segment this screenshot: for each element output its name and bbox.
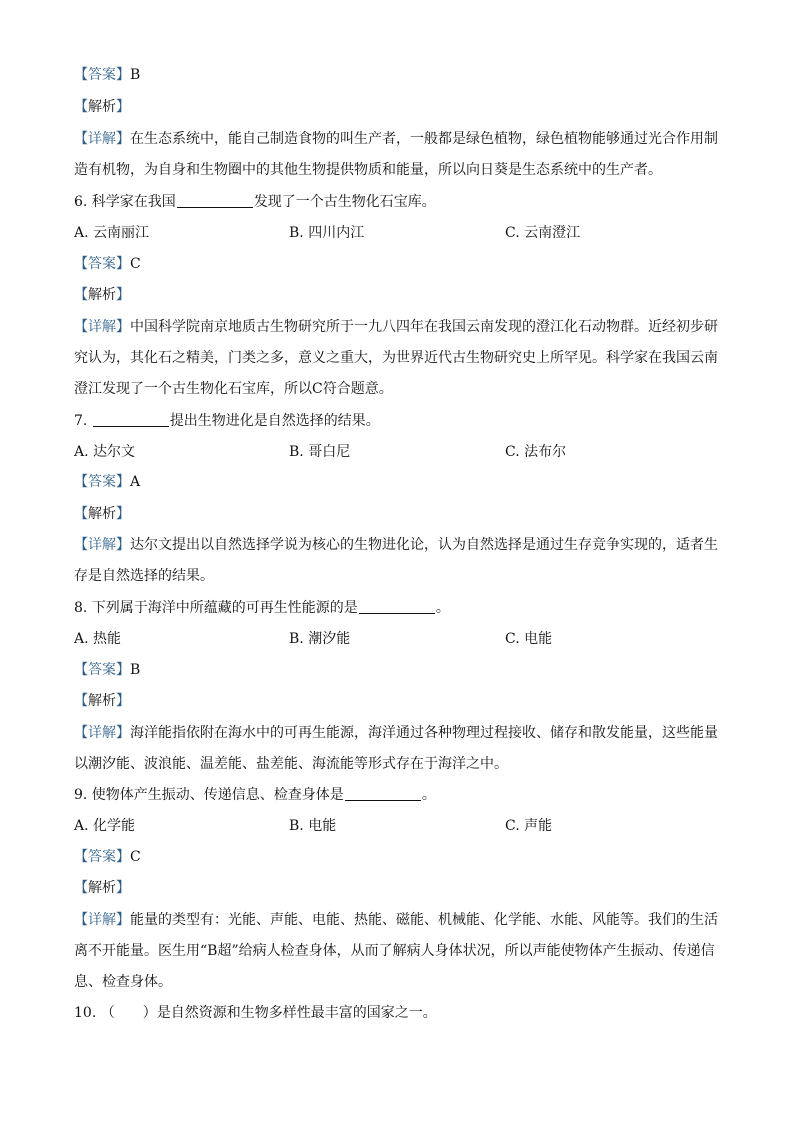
detail-label: 【详解】 bbox=[74, 319, 130, 335]
detail-line: 澄江发现了一个古生物化石宝库，所以C符合题意。 bbox=[74, 381, 393, 397]
analysis-heading: 【解析】 bbox=[74, 99, 130, 115]
detail-line: 存是自然选择的结果。 bbox=[74, 568, 214, 584]
analysis-heading: 【解析】 bbox=[74, 287, 130, 303]
answer-value: C bbox=[130, 849, 141, 865]
answer-label: 【答案】 bbox=[74, 256, 130, 272]
detail-line: 【详解】达尔文提出以自然选择学说为核心的生物进化论，认为自然选择是通过生存竞争实现的，适者生 bbox=[74, 537, 718, 553]
answer-line bbox=[74, 472, 734, 492]
answer-line bbox=[74, 660, 734, 680]
option-b: B. 电能 bbox=[289, 818, 337, 834]
detail-label: 【详解】 bbox=[74, 537, 130, 553]
analysis-heading: 【解析】 bbox=[74, 506, 130, 522]
answer-label: 【答案】 bbox=[74, 474, 130, 490]
answer-blank bbox=[93, 412, 169, 427]
answer-value: B bbox=[130, 67, 141, 83]
question-10: 10. （ ）是自然资源和生物多样性最丰富的国家之一。 bbox=[74, 1005, 437, 1021]
question-9: 9. 使物体产生振动、传递信息、检查身体是 。 bbox=[74, 787, 436, 803]
option-a: A. 达尔文 bbox=[74, 444, 136, 460]
analysis-heading: 【解析】 bbox=[74, 880, 130, 896]
answer-value: A bbox=[130, 474, 141, 490]
question-6: 6. 科学家在我国 发现了一个古生物化石宝库。 bbox=[74, 194, 436, 210]
answer-blank bbox=[177, 193, 253, 208]
answer-line bbox=[74, 65, 734, 85]
detail-line: 造有机物，为自身和生物圈中的其他生物提供物质和能量，所以向日葵是生态系统中的生产者。 bbox=[74, 162, 662, 178]
detail-line: 【详解】能量的类型有：光能、声能、电能、热能、磁能、机械能、化学能、水能、风能等。我们的生活 bbox=[74, 912, 718, 928]
answer-value: C bbox=[130, 256, 141, 272]
option-b: B. 潮汐能 bbox=[289, 631, 351, 647]
detail-label: 【详解】 bbox=[74, 131, 130, 147]
detail-line: 【详解】海洋能指依附在海水中的可再生能源，海洋通过各种物理过程接收、储存和散发能量，这些能量 bbox=[74, 725, 718, 741]
answer-value: B bbox=[130, 662, 141, 678]
answer-line bbox=[74, 847, 734, 867]
answer-label: 【答案】 bbox=[74, 849, 130, 865]
option-b: B. 四川内江 bbox=[289, 225, 365, 241]
detail-label: 【详解】 bbox=[74, 912, 130, 928]
option-c: C. 云南澄江 bbox=[505, 225, 581, 241]
option-a: A. 化学能 bbox=[74, 818, 136, 834]
option-c: C. 电能 bbox=[505, 631, 553, 647]
detail-line: 以潮汐能、波浪能、温差能、盐差能、海流能等形式存在于海洋之中。 bbox=[74, 756, 508, 772]
answer-blank bbox=[345, 786, 421, 801]
option-a: A. 热能 bbox=[74, 631, 122, 647]
analysis-heading: 【解析】 bbox=[74, 693, 130, 709]
answer-label: 【答案】 bbox=[74, 662, 130, 678]
detail-line: 离不开能量。医生用“B超”给病人检查身体，从而了解病人身体状况，所以声能使物体产生振动、传递信 bbox=[74, 943, 715, 959]
question-7: 7. 提出生物进化是自然选择的结果。 bbox=[74, 413, 380, 429]
answer-label: 【答案】 bbox=[74, 67, 130, 83]
detail-line: 究认为，其化石之精美，门类之多，意义之重大，为世界近代古生物研究史上所罕见。科学家在我国云南 bbox=[74, 350, 718, 366]
question-8: 8. 下列属于海洋中所蕴藏的可再生性能源的是 。 bbox=[74, 600, 450, 616]
option-b: B. 哥白尼 bbox=[289, 444, 351, 460]
option-a: A. 云南丽江 bbox=[74, 225, 150, 241]
option-c: C. 法布尔 bbox=[505, 444, 567, 460]
detail-label: 【详解】 bbox=[74, 725, 130, 741]
option-c: C. 声能 bbox=[505, 818, 553, 834]
detail-line: 【详解】在生态系统中，能自己制造食物的叫生产者，一般都是绿色植物，绿色植物能够通过光合作用制 bbox=[74, 131, 718, 147]
answer-blank bbox=[359, 599, 435, 614]
detail-line: 息、检查身体。 bbox=[74, 974, 172, 990]
detail-line: 【详解】中国科学院南京地质古生物研究所于一九八四年在我国云南发现的澄江化石动物群。近经初步研 bbox=[74, 319, 718, 335]
answer-line bbox=[74, 254, 734, 274]
